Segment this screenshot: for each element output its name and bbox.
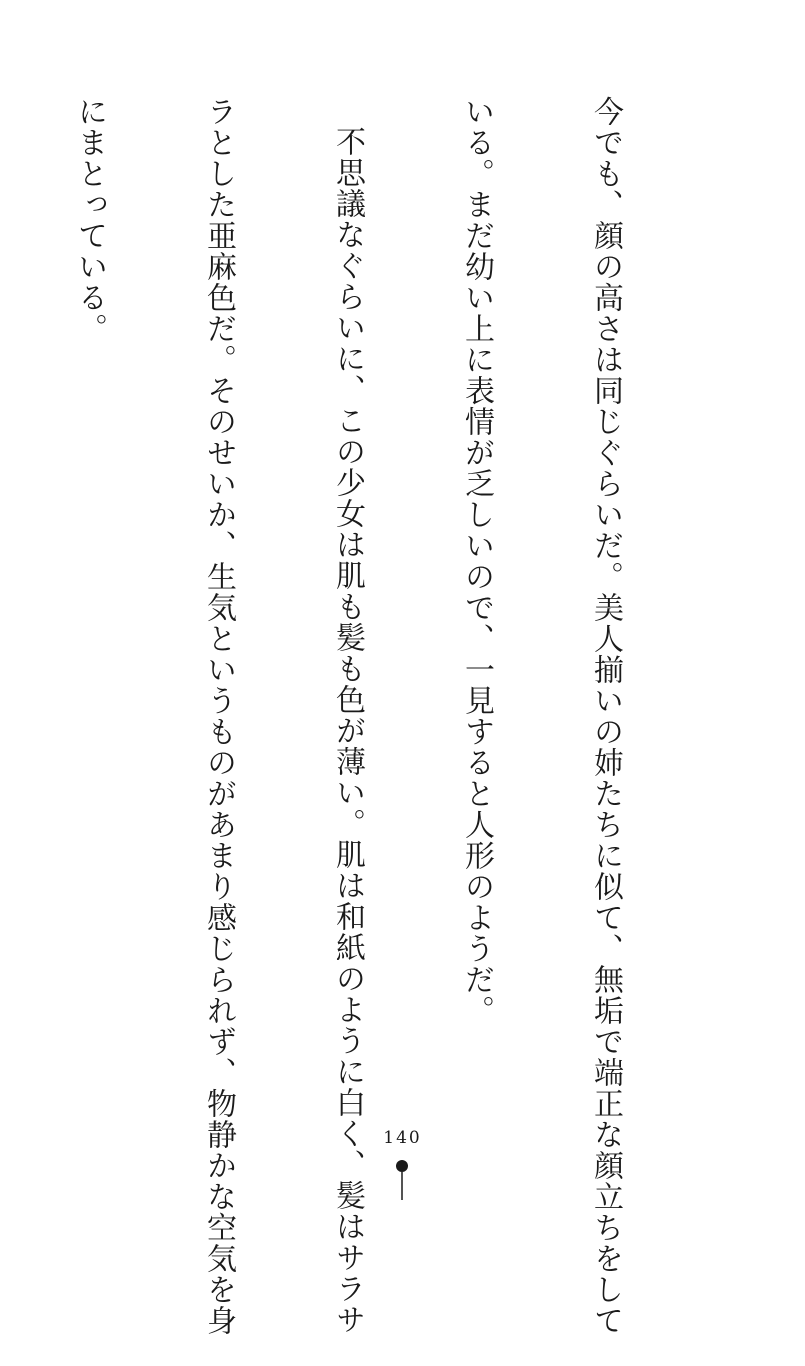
- text-line-1: 今でも、顔の高さは同じぐらいだ。美人揃いの姉たちに似て、無垢で端正な顔立ちをして: [588, 96, 623, 1336]
- ornament-icon: [385, 1158, 419, 1200]
- text-line-3: 不思議なぐらいに、この少女は肌も髪も色が薄い。肌は和紙のように白く、髪はサラサ: [330, 126, 365, 1335]
- text-line-2: いる。まだ幼い上に表情が乏しいので、一見すると人形のようだ。: [459, 96, 494, 1026]
- text-line-5: にまとっている。: [72, 96, 107, 344]
- page-number: 140: [383, 1128, 422, 1148]
- text-line-4: ラとした亜麻色だ。そのせいか、生気というものがあまり感じられず、物静かな空気を身: [201, 96, 236, 1336]
